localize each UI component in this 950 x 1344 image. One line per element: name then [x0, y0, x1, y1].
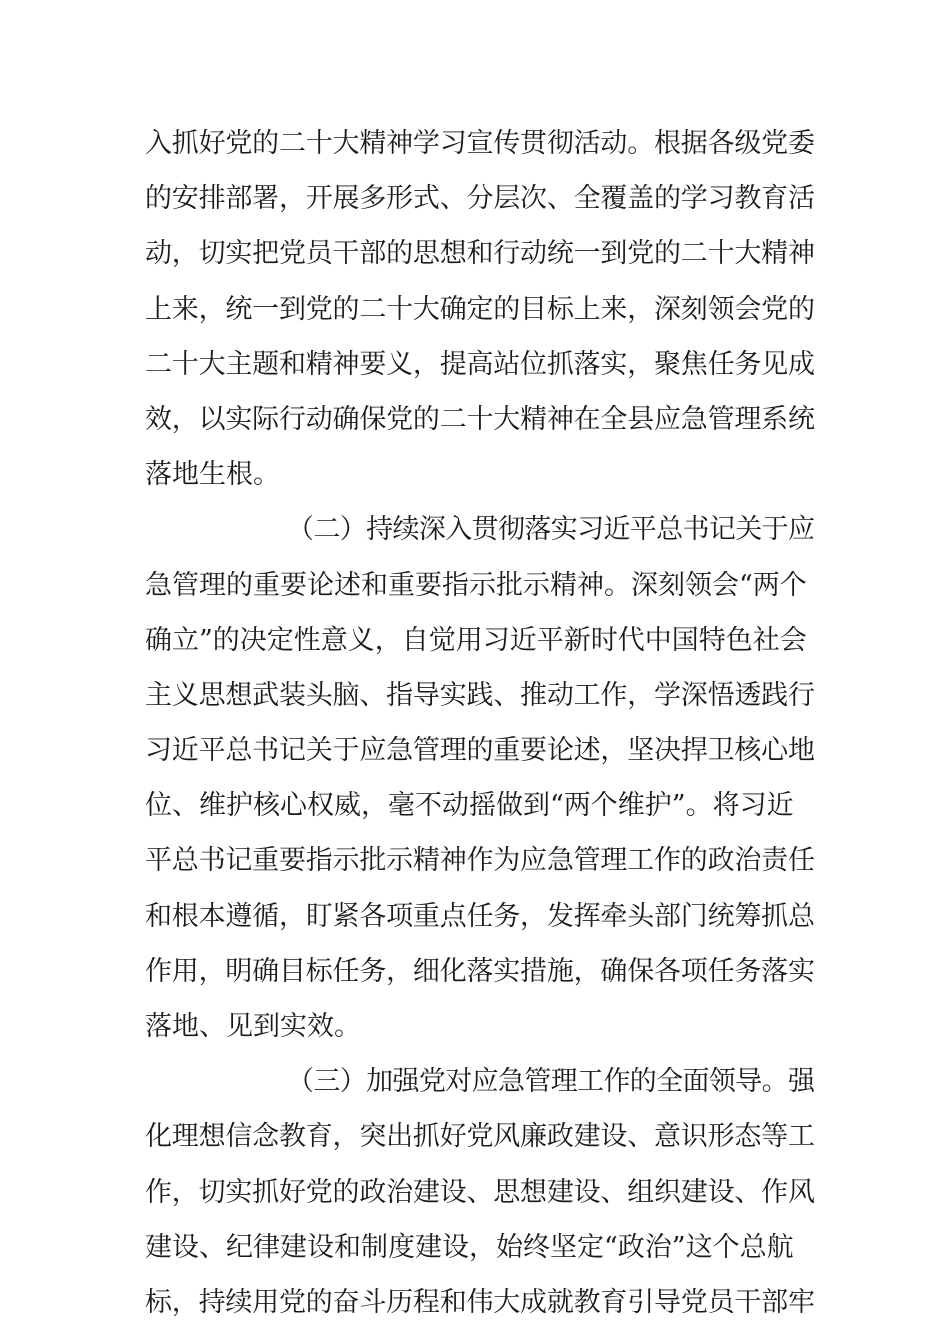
text-line: 标，持续用党的奋斗历程和伟大成就教育引导党员干部牢: [145, 1286, 815, 1318]
text-line: 建设、纪律建设和制度建设，始终坚定“政治”这个总航: [145, 1231, 794, 1263]
text-line: 作，切实抓好党的政治建设、思想建设、组织建设、作风: [145, 1176, 815, 1208]
paragraph-heading-line: （三）加强党对应急管理工作的全面领导。强: [287, 1066, 815, 1098]
paragraph-heading-line: （二）持续深入贯彻落实习近平总书记关于应: [287, 514, 815, 546]
text-line: 入抓好党的二十大精神学习宣传贯彻活动。根据各级党委: [145, 128, 815, 159]
text-line: 上来，统一到党的二十大确定的目标上来，深刻领会党的: [145, 293, 815, 325]
text-line: 动，切实把党员干部的思想和行动统一到党的二十大精神: [145, 238, 815, 270]
text-line: 和根本遵循，盯紧各项重点任务，发挥牵头部门统筹抓总: [145, 900, 815, 932]
text-line: 确立”的决定性意义，自觉用习近平新时代中国特色社会: [145, 624, 807, 656]
document-body: [145, 126, 815, 1340]
text-line: 化理想信念教育，突出抓好党风廉政建设、意识形态等工: [145, 1121, 815, 1153]
text-line: 二十大主题和精神要义，提高站位抓落实，聚焦任务见成: [145, 348, 815, 380]
text-line: 落地生根。: [145, 459, 280, 491]
text-line: 的安排部署，开展多形式、分层次、全覆盖的学习教育活: [145, 183, 815, 215]
text-line: 主义思想武装头脑、指导实践、推动工作，学深悟透践行: [145, 679, 815, 711]
text-line: 作用，明确目标任务，细化落实措施，确保各项任务落实: [145, 955, 815, 987]
text-line: 落地、见到实效。: [145, 1011, 361, 1042]
text-line: 效，以实际行动确保党的二十大精神在全县应急管理系统: [145, 403, 815, 435]
text-line: 位、维护核心权威，毫不动摇做到“两个维护”。将习近: [145, 790, 794, 822]
text-line: 习近平总书记关于应急管理的重要论述，坚决捍卫核心地: [145, 735, 815, 767]
text-line: 急管理的重要论述和重要指示批示精神。深刻领会“两个: [145, 569, 807, 601]
text-line: 平总书记重要指示批示精神作为应急管理工作的政治责任: [145, 845, 815, 877]
